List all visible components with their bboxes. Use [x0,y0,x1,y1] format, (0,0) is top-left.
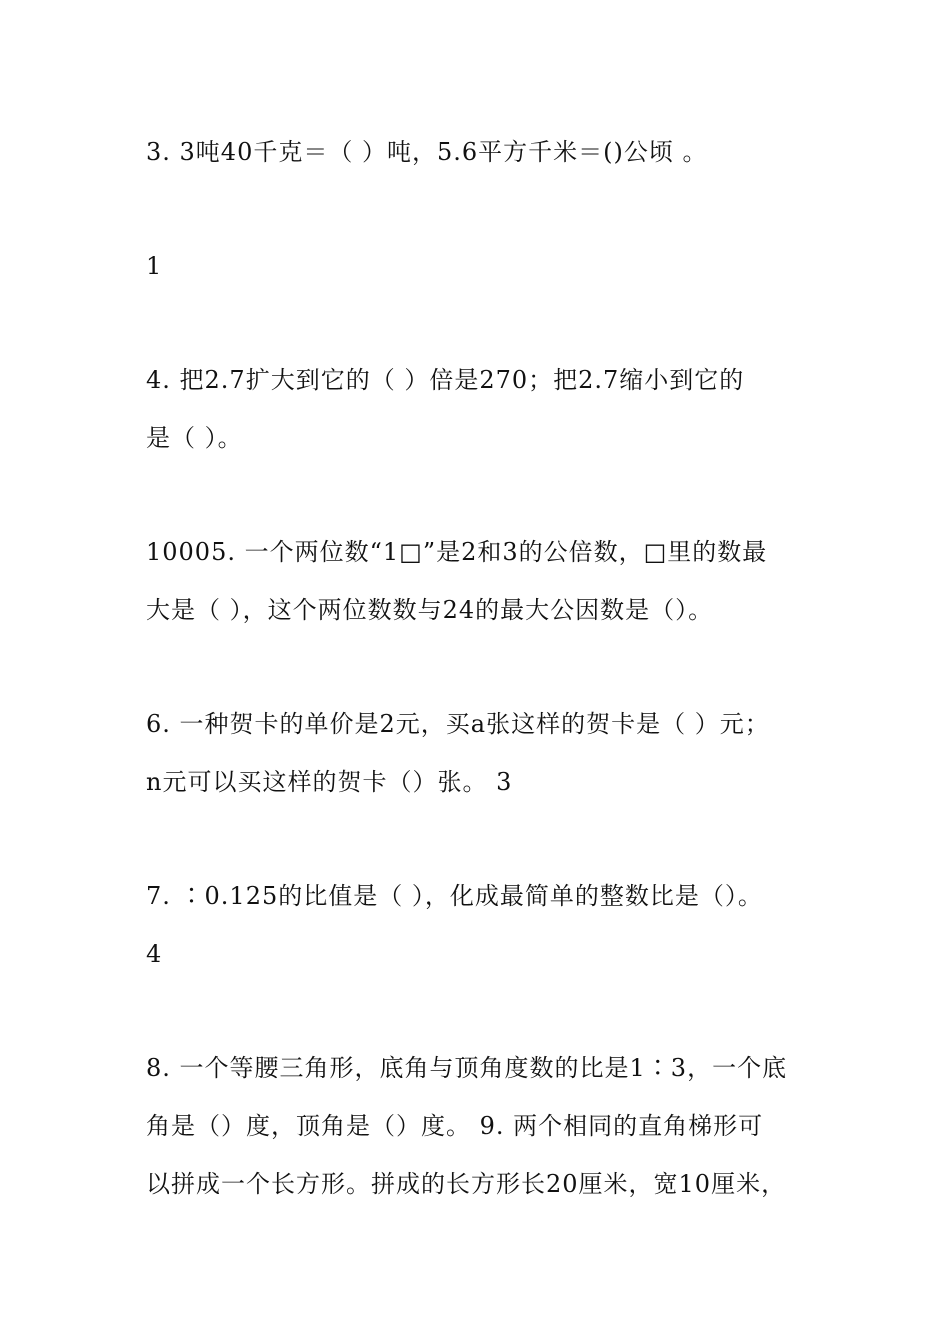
stray-number-line: 1 [146,252,163,280]
question-7-line-2: 4 [146,940,163,968]
question-9-line: 以拼成一个长方形。拼成的长方形长20厘米，宽10厘米， [146,1170,787,1198]
question-4-line-1: 4. 把2.7扩大到它的（ ）倍是270；把2.7缩小到它的 [146,366,745,394]
question-6-line-2: n元可以买这样的贺卡（）张。 3 [146,768,513,796]
question-8-line-1: 8. 一个等腰三角形，底角与顶角度数的比是1∶3，一个底 [146,1054,788,1082]
question-4-line-2: 是（ ）。 [146,424,243,452]
question-5-line-1: 10005. 一个两位数“1□”是2和3的公倍数，□里的数最 [146,538,768,566]
question-5-line-2: 大是（ ），这个两位数数与24的最大公因数是（）。 [146,596,714,624]
question-6-line-1: 6. 一种贺卡的单价是2元，买a张这样的贺卡是（ ）元； [146,710,770,738]
question-3-line: 3. 3吨40千克＝（ ）吨，5.6平方千米＝()公顷 。 [146,138,708,166]
question-8-line-2: 角是（）度，顶角是（）度。 9. 两个相同的直角梯形可 [146,1112,764,1140]
question-7-line-1: 7. ∶0.125的比值是（ ），化成最简单的整数比是（）。 [146,882,763,910]
